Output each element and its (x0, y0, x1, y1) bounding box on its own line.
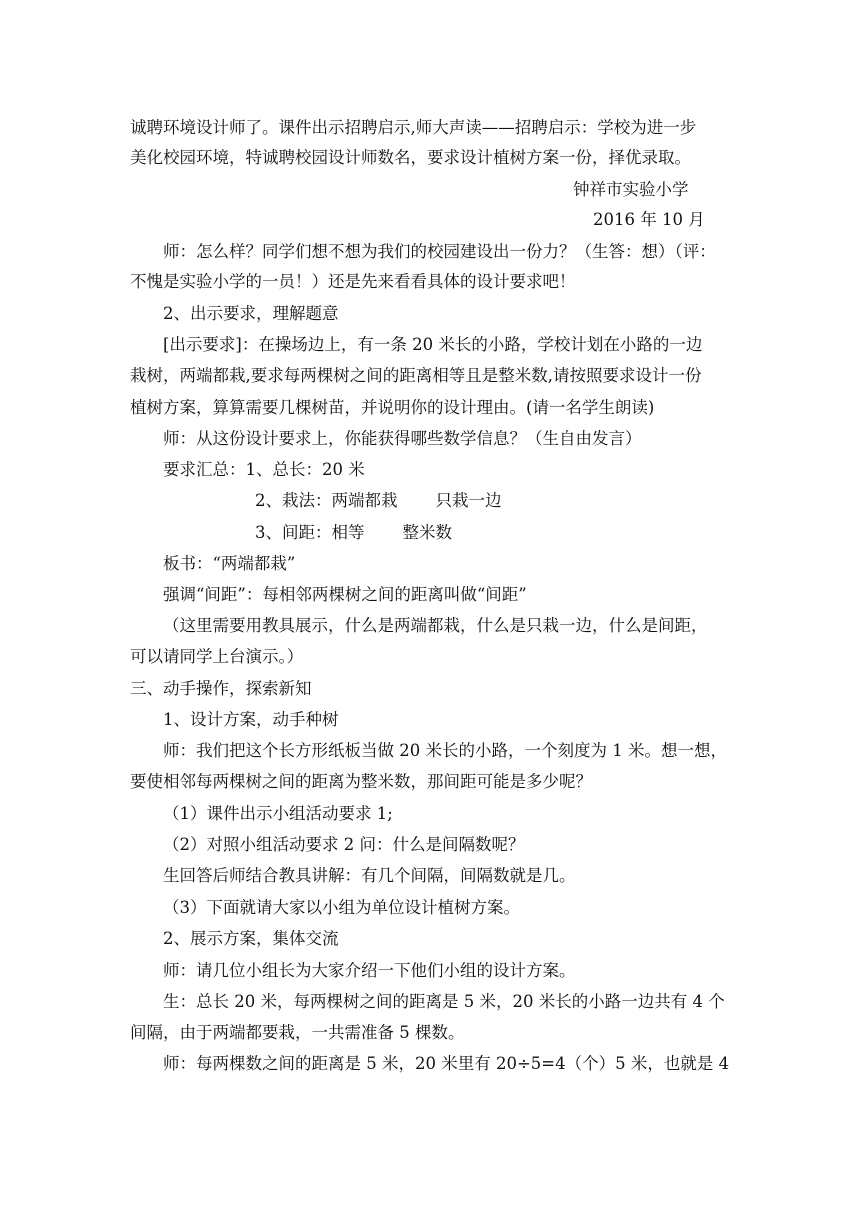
text-line: （这里需要用教具展示，什么是两端都栽，什么是只栽一边，什么是间距， (163, 616, 708, 635)
signature-school: 钟祥市实验小学 (573, 180, 689, 199)
text-line: 可以请同学上台演示。） (130, 647, 304, 666)
text-line: 师：每两棵数之间的距离是 5 米，20 米里有 20÷5=4（个）5 米，也就是 4 (163, 1054, 730, 1073)
text-line: 师：从这份设计要求上，你能获得哪些数学信息？（生自由发言） (163, 429, 642, 448)
text-line: 植树方案，算算需要几棵树苗，并说明你的设计理由。(请一名学生朗读) (130, 398, 655, 417)
text-line: 诚聘环境设计师了。课件出示招聘启示,师大声读——招聘启示：学校为进一步 (130, 118, 697, 137)
summary-line (255, 490, 502, 512)
section-heading: 1、设计方案，动手种树 (163, 710, 339, 729)
section-heading: 2、出示要求，理解题意 (163, 304, 339, 323)
text-line: （2）对照小组活动要求 2 问：什么是间隔数呢？ (163, 835, 525, 854)
summary-item: 只栽一边 (435, 491, 502, 510)
text-line: （3）下面就请大家以小组为单位设计植树方案。 (163, 898, 520, 917)
text-line: 生回答后师结合教具讲解：有几个间隔，间隔数就是几。 (163, 866, 576, 885)
signature-date: 2016 年 10 月 (593, 210, 705, 229)
text-line: 师：请几位小组长为大家介绍一下他们小组的设计方案。 (163, 961, 576, 980)
text-line: 师：怎么样？同学们想不想为我们的校园建设出一份力？（生答：想）（评： (163, 242, 716, 261)
text-line: 师：我们把这个长方形纸板当做 20 米长的小路，一个刻度为 1 米。想一想， (163, 741, 727, 760)
text-line: 不愧是实验小学的一员！）还是先来看看具体的设计要求吧！ (130, 272, 576, 291)
summary-item: 2、栽法：两端都栽 (255, 491, 398, 510)
section-heading: 三、动手操作，探索新知 (130, 679, 312, 698)
text-line: 要使相邻每两棵树之间的距离为整米数，那间距可能是多少呢？ (130, 772, 592, 791)
summary-line: 要求汇总：1、总长：20 米 (163, 460, 365, 479)
section-heading: 2、展示方案，集体交流 (163, 929, 339, 948)
text-line: 生：总长 20 米，每两棵树之间的距离是 5 米，20 米长的小路一边共有 4 个 (163, 992, 725, 1011)
text-line: 强调“间距”：每相邻两棵树之间的距离叫做“间距” (163, 585, 527, 604)
text-line: 板书：“两端都栽” (163, 554, 296, 573)
summary-line (255, 522, 452, 544)
text-line: 美化校园环境，特诚聘校园设计师数名，要求设计植树方案一份，择优录取。 (130, 148, 691, 167)
summary-item: 整米数 (402, 523, 452, 542)
summary-item: 3、间距：相等 (255, 523, 365, 542)
text-line: 间隔，由于两端都要栽，一共需准备 5 棵数。 (130, 1023, 465, 1042)
text-line: 栽树，两端都栽,要求每两棵树之间的距离相等且是整米数,请按照要求设计一份 (130, 366, 702, 385)
text-line: （1）课件出示小组活动要求 1; (163, 804, 393, 823)
text-line: [出示要求]：在操场边上，有一条 20 米长的小路，学校计划在小路的一边 (163, 335, 703, 354)
